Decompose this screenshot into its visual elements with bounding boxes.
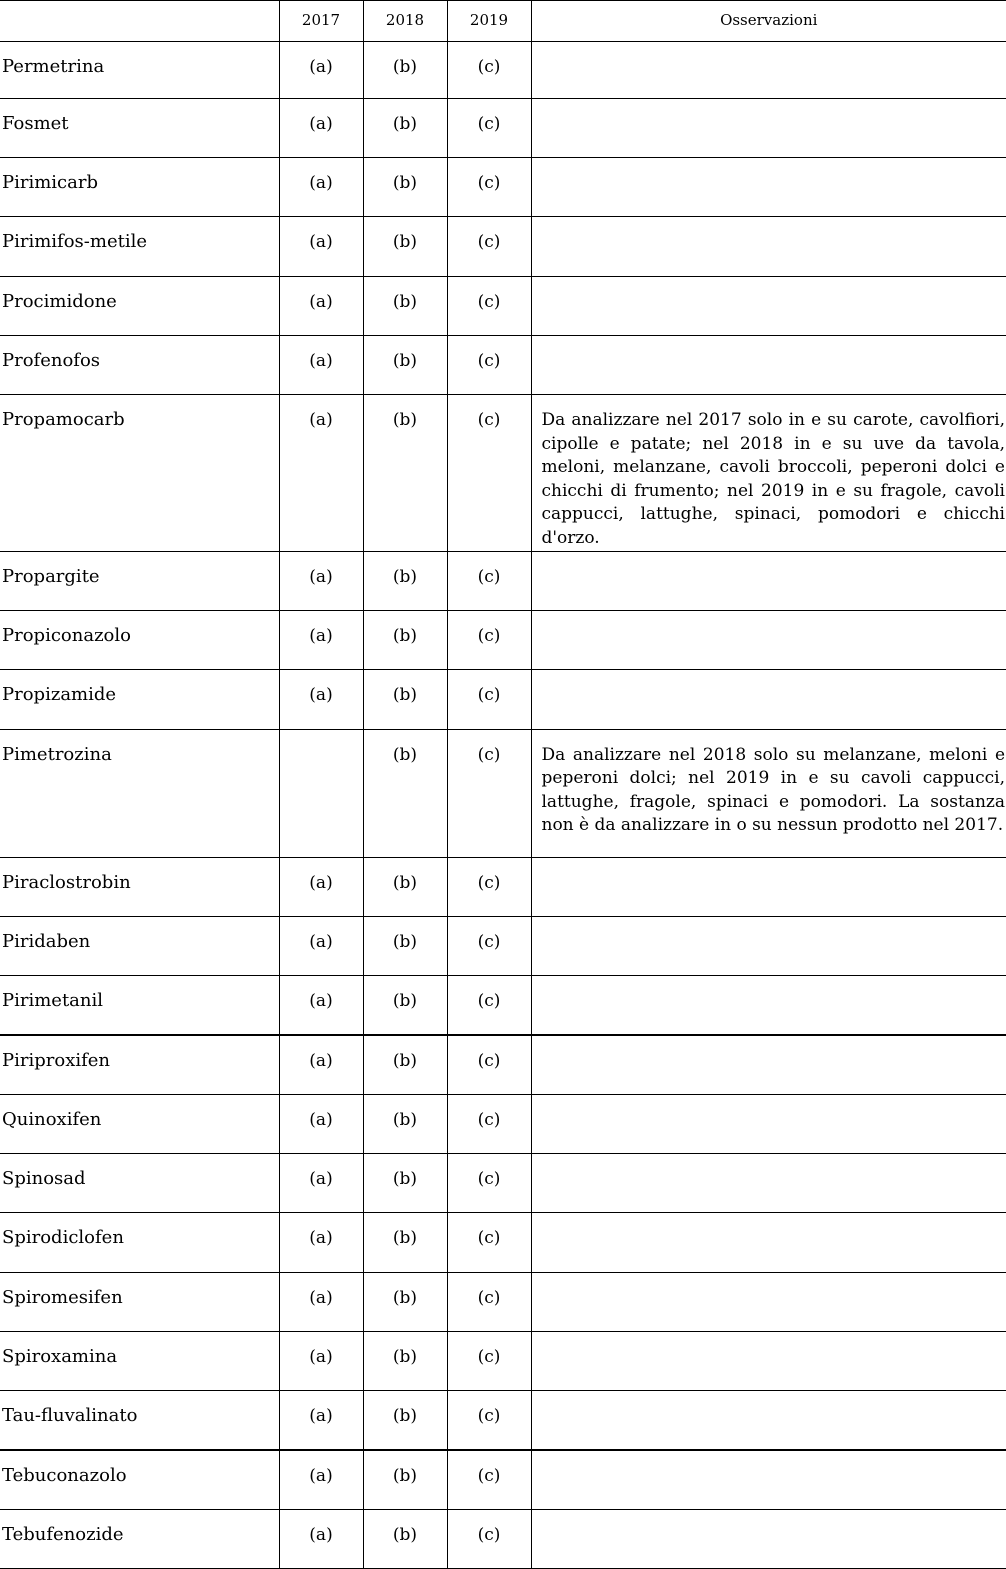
table-row (0, 551, 1006, 610)
year-2018-cell: (b) (363, 1272, 447, 1331)
substance-name: Propizamide (0, 669, 279, 729)
year-2017-cell: (a) (279, 551, 363, 610)
observations-cell (531, 1153, 1006, 1212)
observations-cell (531, 158, 1006, 217)
table-row (0, 610, 1006, 669)
year-2019-cell: (c) (447, 669, 531, 729)
substance-name: Spinosad (0, 1153, 279, 1212)
year-2018-cell: (b) (363, 42, 447, 99)
year-2017-cell: (a) (279, 158, 363, 217)
observations-cell (531, 1390, 1006, 1450)
year-2018-cell: (b) (363, 395, 447, 552)
year-2017-cell: (a) (279, 610, 363, 669)
year-2018-cell: (b) (363, 158, 447, 217)
year-2018-cell: (b) (363, 975, 447, 1035)
year-2019-cell: (c) (447, 975, 531, 1035)
header-year-2019: 2019 (447, 1, 531, 42)
observations-cell (531, 1450, 1006, 1509)
year-2017-cell: (a) (279, 1094, 363, 1153)
year-2017-cell (279, 729, 363, 857)
table-row (0, 277, 1006, 336)
year-2018-cell: (b) (363, 336, 447, 395)
year-2019-cell: (c) (447, 916, 531, 975)
table-row (0, 158, 1006, 217)
year-2019-cell: (c) (447, 1212, 531, 1272)
substance-name: Pirimicarb (0, 158, 279, 217)
observations-cell (531, 336, 1006, 395)
year-2017-cell: (a) (279, 1212, 363, 1272)
observations-cell (531, 1094, 1006, 1153)
year-2017-cell: (a) (279, 1035, 363, 1094)
table-row (0, 1212, 1006, 1272)
observations-cell (531, 1035, 1006, 1094)
year-2019-cell: (c) (447, 158, 531, 217)
year-2017-cell: (a) (279, 1450, 363, 1509)
header-observations: Osservazioni (531, 1, 1006, 42)
observations-cell (531, 610, 1006, 669)
observations-cell: Da analizzare nel 2018 solo su melanzane, meloni e peperoni dolci; nel 2019 in e su cavoli cappucci, lattughe, fragole, spinaci e pomodori. La sostanza non è da analizzare in o su nessun prodotto nel 2017. (531, 729, 1006, 857)
year-2017-cell: (a) (279, 1390, 363, 1450)
year-2019-cell: (c) (447, 277, 531, 336)
table-row (0, 1509, 1006, 1568)
year-2018-cell: (b) (363, 1331, 447, 1390)
year-2018-cell: (b) (363, 277, 447, 336)
observations-cell (531, 669, 1006, 729)
header-row (0, 1, 1006, 42)
year-2018-cell: (b) (363, 1153, 447, 1212)
substance-name: Propargite (0, 551, 279, 610)
year-2018-cell: (b) (363, 1094, 447, 1153)
year-2017-cell: (a) (279, 669, 363, 729)
year-2017-cell: (a) (279, 217, 363, 277)
observations-cell (531, 277, 1006, 336)
year-2019-cell: (c) (447, 99, 531, 158)
header-substance (0, 1, 279, 42)
table-row (0, 1094, 1006, 1153)
table-row (0, 1390, 1006, 1450)
year-2018-cell: (b) (363, 1450, 447, 1509)
year-2019-cell: (c) (447, 857, 531, 916)
year-2019-cell: (c) (447, 1331, 531, 1390)
substance-name: Propiconazolo (0, 610, 279, 669)
observations-cell (531, 1331, 1006, 1390)
table-row (0, 857, 1006, 916)
substance-name: Fosmet (0, 99, 279, 158)
year-2017-cell: (a) (279, 1153, 363, 1212)
year-2019-cell: (c) (447, 217, 531, 277)
year-2018-cell: (b) (363, 669, 447, 729)
year-2019-cell: (c) (447, 395, 531, 552)
year-2019-cell: (c) (447, 1272, 531, 1331)
substance-name: Spirodiclofen (0, 1212, 279, 1272)
year-2018-cell: (b) (363, 1035, 447, 1094)
year-2017-cell: (a) (279, 395, 363, 552)
observations-cell (531, 551, 1006, 610)
substance-name: Tebuconazolo (0, 1450, 279, 1509)
substance-name: Permetrina (0, 42, 279, 99)
observations-cell (531, 857, 1006, 916)
header-year-2018: 2018 (363, 1, 447, 42)
table-row (0, 1153, 1006, 1212)
year-2019-cell: (c) (447, 610, 531, 669)
year-2019-cell: (c) (447, 1450, 531, 1509)
year-2018-cell: (b) (363, 1509, 447, 1568)
year-2018-cell: (b) (363, 610, 447, 669)
substance-name: Spiromesifen (0, 1272, 279, 1331)
year-2017-cell: (a) (279, 916, 363, 975)
table-row (0, 42, 1006, 99)
year-2019-cell: (c) (447, 336, 531, 395)
substance-name: Piriproxifen (0, 1035, 279, 1094)
year-2017-cell: (a) (279, 1509, 363, 1568)
observations-cell: Da analizzare nel 2017 solo in e su carote, cavolfiori, cipolle e patate; nel 2018 in e su uve da tavola, meloni, melanzane, cavoli broccoli, peperoni dolci e chicchi di frumento; nel 2019 in e su fragole, cavoli cappucci, lattughe, spinaci, pomodori e chicchi d'orzo. (531, 395, 1006, 552)
year-2019-cell: (c) (447, 1153, 531, 1212)
year-2018-cell: (b) (363, 217, 447, 277)
substance-name: Pirimetanil (0, 975, 279, 1035)
table-row (0, 99, 1006, 158)
year-2018-cell: (b) (363, 551, 447, 610)
substance-name: Spiroxamina (0, 1331, 279, 1390)
substance-name: Piridaben (0, 916, 279, 975)
year-2019-cell: (c) (447, 1509, 531, 1568)
year-2018-cell: (b) (363, 857, 447, 916)
substance-name: Piraclostrobin (0, 857, 279, 916)
table-row (0, 336, 1006, 395)
table-row (0, 1035, 1006, 1094)
observations-cell (531, 42, 1006, 99)
year-2017-cell: (a) (279, 99, 363, 158)
observations-cell (531, 99, 1006, 158)
year-2017-cell: (a) (279, 857, 363, 916)
year-2017-cell: (a) (279, 277, 363, 336)
observations-cell (531, 217, 1006, 277)
table-row (0, 729, 1006, 857)
year-2019-cell: (c) (447, 1390, 531, 1450)
year-2019-cell: (c) (447, 1035, 531, 1094)
table-row (0, 669, 1006, 729)
table-row (0, 217, 1006, 277)
table-row (0, 916, 1006, 975)
substance-name: Profenofos (0, 336, 279, 395)
year-2019-cell: (c) (447, 42, 531, 99)
observations-cell (531, 975, 1006, 1035)
substance-name: Tau-fluvalinato (0, 1390, 279, 1450)
table-row (0, 1272, 1006, 1331)
substance-name: Pimetrozina (0, 729, 279, 857)
substance-name: Pirimifos-metile (0, 217, 279, 277)
year-2018-cell: (b) (363, 1390, 447, 1450)
observations-cell (531, 1212, 1006, 1272)
year-2018-cell: (b) (363, 99, 447, 158)
table-row (0, 1450, 1006, 1509)
table-row (0, 395, 1006, 552)
year-2017-cell: (a) (279, 1272, 363, 1331)
substance-name: Quinoxifen (0, 1094, 279, 1153)
year-2017-cell: (a) (279, 336, 363, 395)
year-2019-cell: (c) (447, 1094, 531, 1153)
year-2017-cell: (a) (279, 975, 363, 1035)
substance-name: Procimidone (0, 277, 279, 336)
year-2019-cell: (c) (447, 551, 531, 610)
table-row (0, 975, 1006, 1035)
observations-cell (531, 916, 1006, 975)
table-row (0, 1331, 1006, 1390)
year-2018-cell: (b) (363, 1212, 447, 1272)
substance-name: Tebufenozide (0, 1509, 279, 1568)
substance-name: Propamocarb (0, 395, 279, 552)
observations-cell (531, 1509, 1006, 1568)
observations-cell (531, 1272, 1006, 1331)
year-2017-cell: (a) (279, 42, 363, 99)
header-year-2017: 2017 (279, 1, 363, 42)
year-2018-cell: (b) (363, 729, 447, 857)
year-2019-cell: (c) (447, 729, 531, 857)
year-2017-cell: (a) (279, 1331, 363, 1390)
year-2018-cell: (b) (363, 916, 447, 975)
